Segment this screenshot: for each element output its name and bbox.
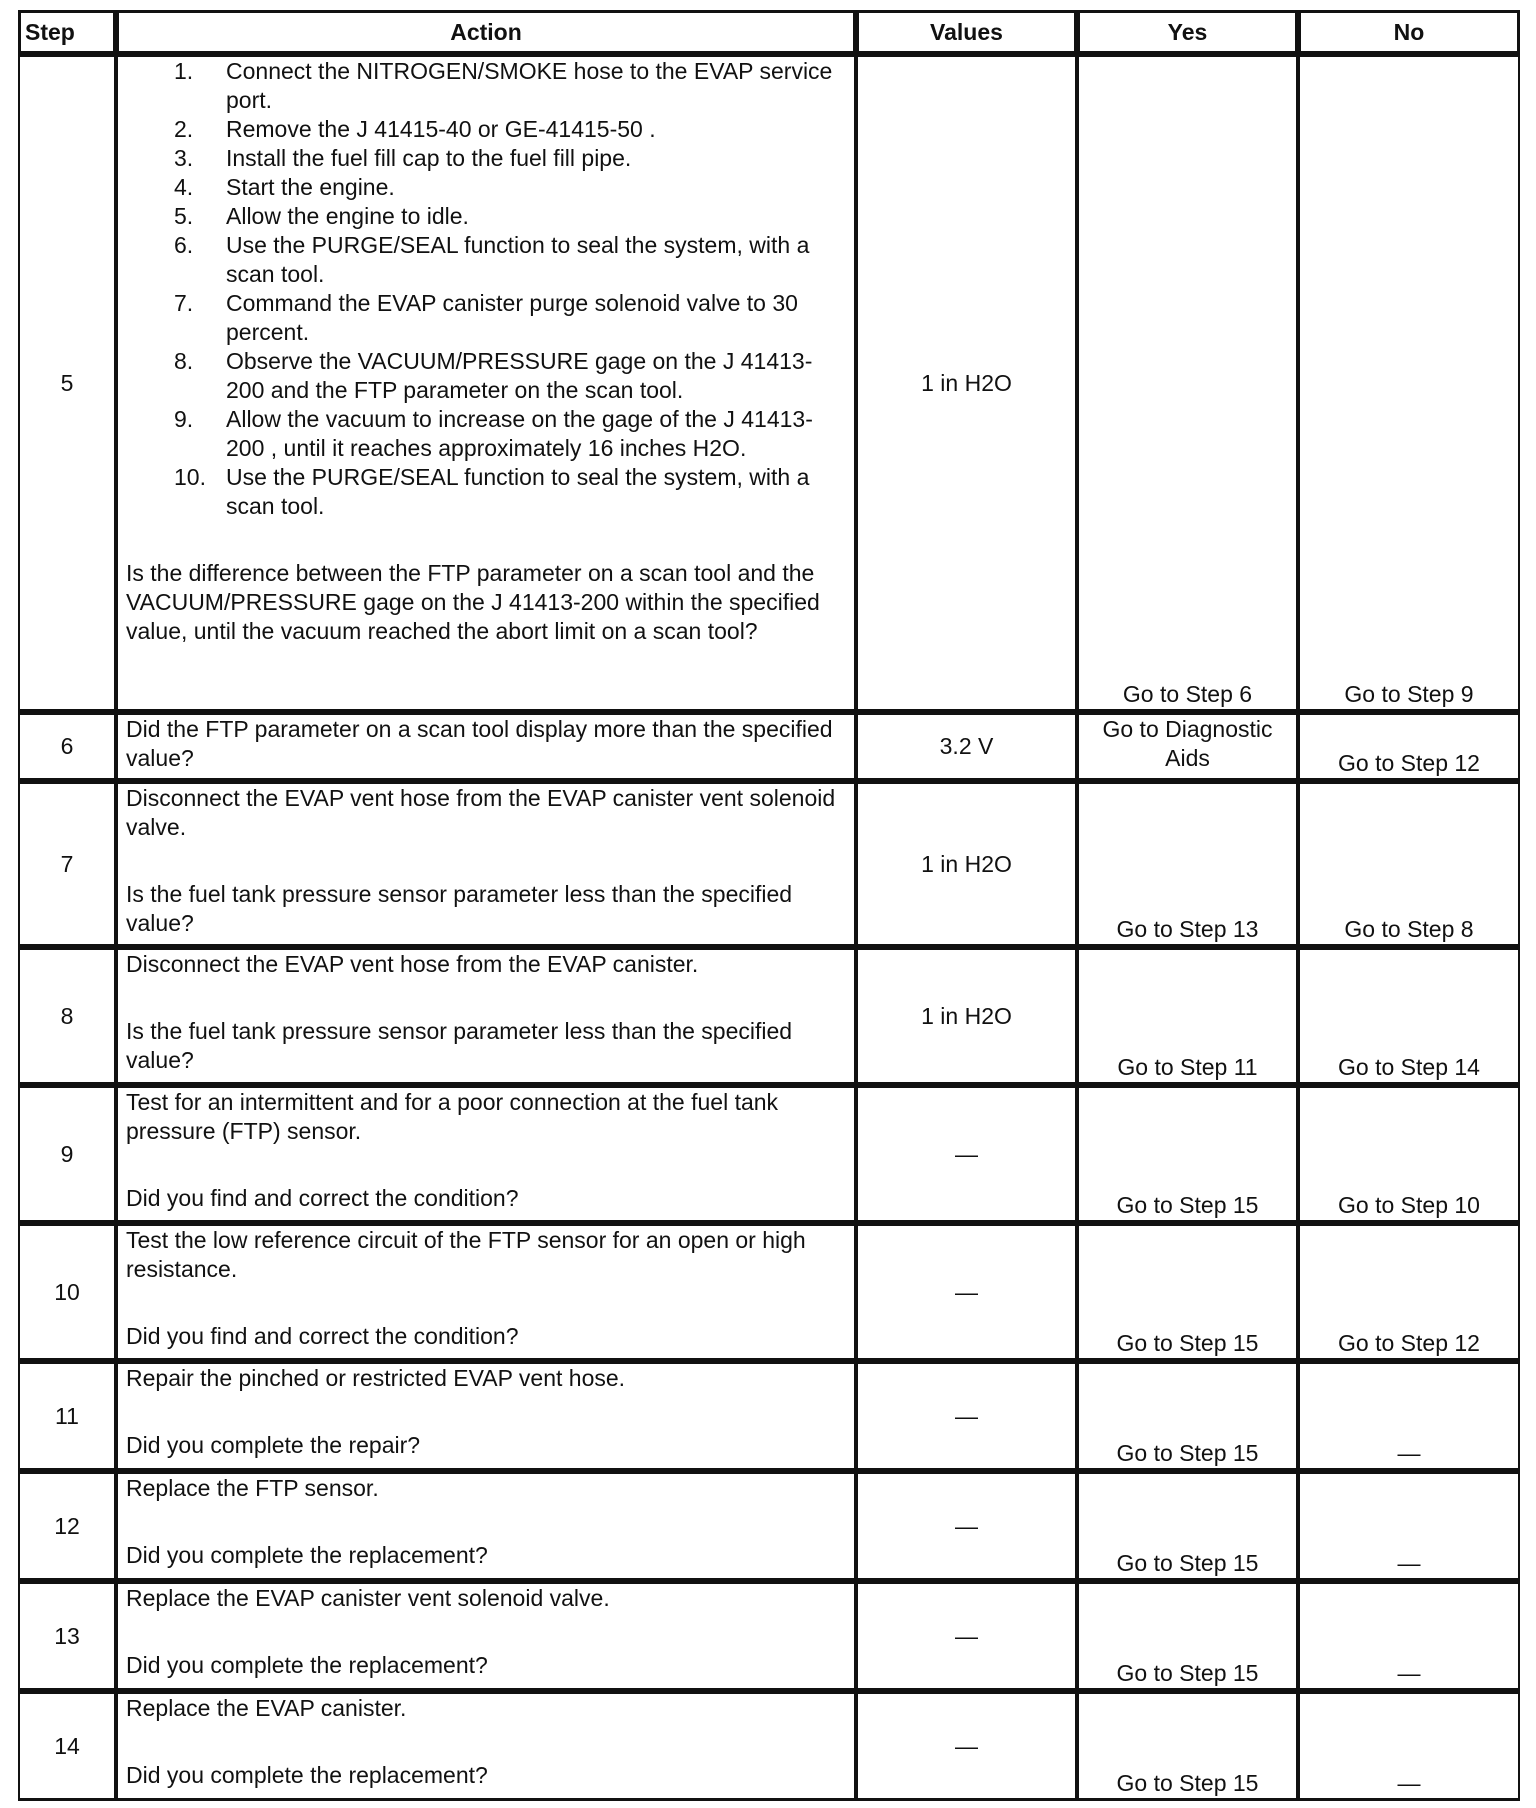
header-action: Action: [116, 10, 856, 54]
instruction-text: Repair the pinched or restricted EVAP vent hose.: [126, 1365, 626, 1391]
step-number: 10: [18, 1223, 116, 1361]
table-row-step-8: [18, 947, 1520, 1085]
question-text: Did you find and correct the condition?: [126, 1323, 519, 1349]
table-row-step-9: [18, 1085, 1520, 1223]
no-cell: Go to Step 10: [1298, 1085, 1520, 1223]
instruction-item: Observe the VACUUM/PRESSURE gage on the J 41413-200 and the FTP parameter on the scan tool.: [226, 348, 813, 403]
yes-cell: Go to Step 15: [1077, 1361, 1298, 1471]
instruction-text: Replace the FTP sensor.: [126, 1475, 379, 1501]
no-cell: —: [1298, 1581, 1520, 1691]
step-number: 14: [18, 1691, 116, 1801]
value-cell: —: [856, 1361, 1077, 1471]
value-cell: 1 in H2O: [856, 781, 1077, 947]
yes-cell: Go to Diagnostic Aids: [1077, 712, 1298, 781]
instruction-text: Disconnect the EVAP vent hose from the EVAP canister.: [126, 951, 699, 977]
table-row-step-7: [18, 781, 1520, 947]
yes-cell: Go to Step 15: [1077, 1223, 1298, 1361]
question-text: Did the FTP parameter on a scan tool display more than the specified value?: [126, 716, 833, 771]
header-no: No: [1298, 10, 1520, 54]
step-number: 9: [18, 1085, 116, 1223]
table-row-step-5: [18, 54, 1520, 712]
header-yes: Yes: [1077, 10, 1298, 54]
step-number: 12: [18, 1471, 116, 1581]
table-row-step-12: [18, 1471, 1520, 1581]
header-values: Values: [856, 10, 1077, 54]
instruction-item: Start the engine.: [226, 174, 395, 200]
action-cell: [116, 781, 856, 947]
yes-cell: Go to Step 6: [1077, 54, 1298, 712]
question-text: Did you complete the replacement?: [126, 1652, 488, 1678]
no-cell: —: [1298, 1361, 1520, 1471]
question-text: Did you complete the repair?: [126, 1432, 421, 1458]
yes-cell: Go to Step 15: [1077, 1691, 1298, 1801]
no-cell: Go to Step 14: [1298, 947, 1520, 1085]
diagnostic-table: [18, 10, 1520, 1801]
value-cell: —: [856, 1691, 1077, 1801]
step-number: 13: [18, 1581, 116, 1691]
action-cell: [116, 1691, 856, 1801]
action-cell: [116, 1361, 856, 1471]
table-row-step-14: [18, 1691, 1520, 1801]
yes-cell: Go to Step 13: [1077, 781, 1298, 947]
value-cell: 1 in H2O: [856, 54, 1077, 712]
value-cell: —: [856, 1471, 1077, 1581]
action-cell: [116, 1471, 856, 1581]
instruction-item: Use the PURGE/SEAL function to seal the system, with a scan tool.: [226, 232, 810, 287]
step-number: 7: [18, 781, 116, 947]
instruction-list: [126, 57, 846, 521]
action-cell: [116, 1581, 856, 1691]
action-cell: [116, 947, 856, 1085]
question-text: Did you complete the replacement?: [126, 1762, 488, 1788]
question-text: Is the fuel tank pressure sensor parameter less than the specified value?: [126, 881, 793, 936]
no-cell: Go to Step 12: [1298, 1223, 1520, 1361]
instruction-item: Use the PURGE/SEAL function to seal the system, with a scan tool.: [226, 464, 810, 519]
instruction-item: Remove the J 41415-40 or GE-41415-50 .: [226, 116, 656, 142]
instruction-text: Test the low reference circuit of the FTP sensor for an open or high resistance.: [126, 1227, 806, 1282]
value-cell: —: [856, 1085, 1077, 1223]
value-cell: 3.2 V: [856, 712, 1077, 781]
table-row-step-13: [18, 1581, 1520, 1691]
instruction-item: Install the fuel fill cap to the fuel fill pipe.: [226, 145, 632, 171]
action-cell: [116, 54, 856, 712]
table-row-step-10: [18, 1223, 1520, 1361]
yes-cell: Go to Step 15: [1077, 1471, 1298, 1581]
step-number: 5: [18, 54, 116, 712]
yes-cell: Go to Step 11: [1077, 947, 1298, 1085]
instruction-item: Allow the engine to idle.: [226, 203, 469, 229]
action-cell: [116, 1085, 856, 1223]
instruction-item: Command the EVAP canister purge solenoid valve to 30 percent.: [226, 290, 798, 345]
no-cell: —: [1298, 1471, 1520, 1581]
no-cell: —: [1298, 1691, 1520, 1801]
question-text: Did you complete the replacement?: [126, 1542, 488, 1568]
instruction-text: Replace the EVAP canister vent solenoid valve.: [126, 1585, 610, 1611]
instruction-text: Disconnect the EVAP vent hose from the EVAP canister vent solenoid valve.: [126, 785, 836, 840]
action-cell: [116, 1223, 856, 1361]
step-number: 8: [18, 947, 116, 1085]
instruction-item: Connect the NITROGEN/SMOKE hose to the EVAP service port.: [226, 58, 833, 113]
no-cell: Go to Step 9: [1298, 54, 1520, 712]
question-text: Is the fuel tank pressure sensor parameter less than the specified value?: [126, 1018, 793, 1073]
step-number: 11: [18, 1361, 116, 1471]
table-row-step-11: [18, 1361, 1520, 1471]
header-row: [18, 10, 1520, 54]
no-cell: Go to Step 8: [1298, 781, 1520, 947]
step-number: 6: [18, 712, 116, 781]
no-cell: Go to Step 12: [1298, 712, 1520, 781]
yes-cell: Go to Step 15: [1077, 1581, 1298, 1691]
question-text: Did you find and correct the condition?: [126, 1185, 519, 1211]
action-cell: [116, 712, 856, 781]
value-cell: —: [856, 1581, 1077, 1691]
table-row-step-6: [18, 712, 1520, 781]
instruction-text: Test for an intermittent and for a poor connection at the fuel tank pressure (FTP) sensor.: [126, 1089, 779, 1144]
header-step: Step: [18, 10, 116, 54]
question-text: Is the difference between the FTP parameter on a scan tool and the VACUUM/PRESSURE gage on the J 41413-200 within the specified value, until the vacuum reached the abort limit on a scan tool?: [126, 560, 820, 644]
value-cell: —: [856, 1223, 1077, 1361]
instruction-item: Allow the vacuum to increase on the gage of the J 41413-200 , until it reaches approximately 16 inches H2O.: [226, 406, 813, 461]
value-cell: 1 in H2O: [856, 947, 1077, 1085]
yes-cell: Go to Step 15: [1077, 1085, 1298, 1223]
instruction-text: Replace the EVAP canister.: [126, 1695, 407, 1721]
